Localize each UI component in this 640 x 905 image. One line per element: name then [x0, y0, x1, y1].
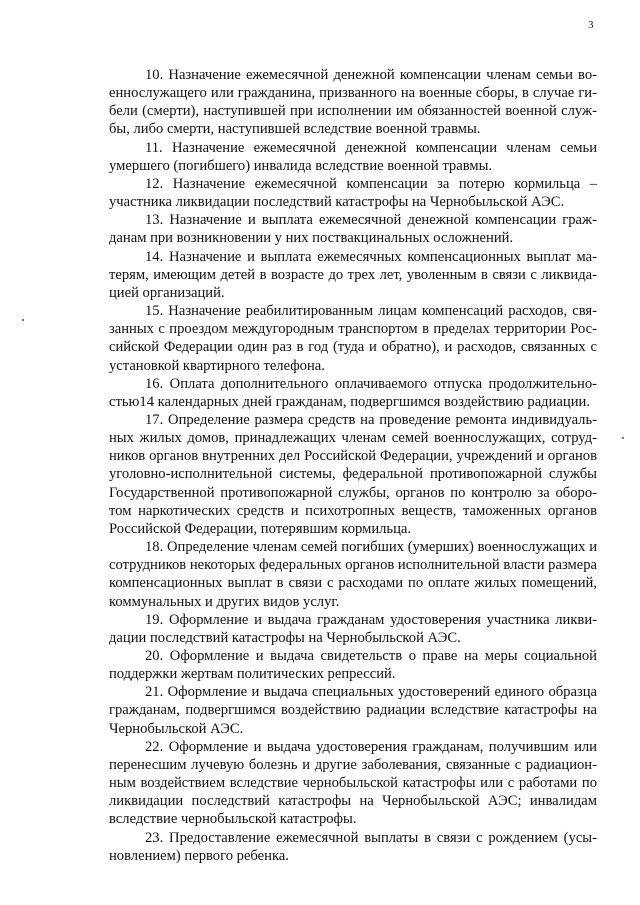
list-item-10: 10. Назначение ежемесячной денежной компенсации членам семьи военнослужащего или гражданина, призванного на военные сборы, в случае гибели (смерти), наступившей при исполнении им обязанностей военной службы, либо смерти, наступившей вследствие военной травмы.	[109, 67, 597, 138]
list-item-13: 13. Назначение и выплата ежемесячной денежной компенсации гражданам при возникновении у них поствакцинальных осложнений.	[109, 212, 597, 247]
page-number: 3	[588, 19, 594, 31]
document-body	[109, 66, 597, 865]
list-item-16: 16. Оплата дополнительного оплачиваемого отпуска продолжительностью14 календарных дней гражданам, подвергшимся воздействию радиации.	[109, 375, 597, 410]
list-item-21: 21. Оформление и выдача специальных удостоверений единого образца гражданам, подвергшимся воздействию радиации вследствие катастрофы на Чернобыльской АЭС.	[109, 684, 597, 737]
list-item-14: 14. Назначение и выплата ежемесячных компенсационных выплат матерям, имеющим детей в возрасте до трех лет, уволенным в связи с ликвидацией организаций.	[109, 248, 597, 301]
list-item-15: 15. Назначение реабилитированным лицам компенсаций расходов, связанных с проездом междугородным транспортом в пределах территории Российской Федерации один раз в год (туда и обратно), и расходов, связанных с установкой квартирного телефона.	[109, 303, 597, 374]
list-item-20: 20. Оформление и выдача свидетельств о праве на меры социальной поддержки жертвам политических репрессий.	[109, 648, 597, 683]
scan-speck	[22, 319, 24, 321]
scan-speck	[622, 437, 624, 439]
list-item-18: 18. Определение членам семей погибших (умерших) военнослужащих и сотрудников некоторых федеральных органов исполнительной власти размера компенсационных выплат в связи с расходами по оплате жилых помещений, коммунальных и других видов услуг.	[109, 539, 597, 610]
list-item-11: 11. Назначение ежемесячной денежной компенсации членам семьи умершего (погибшего) инвалида вследствие военной травмы.	[109, 139, 597, 174]
list-item-23: 23. Предоставление ежемесячной выплаты в связи с рождением (усыновлением) первого ребенка.	[109, 829, 597, 864]
list-item-22: 22. Оформление и выдача удостоверения гражданам, получившим или перенесшим лучевую болезнь и другие заболевания, связанные с радиационным воздействием вследствие чернобыльской катастрофы или с работами по ликвидации последствий катастрофы на Чернобыльской АЭС; инвалидам вследствие чернобыльской катастрофы.	[109, 738, 597, 828]
list-item-19: 19. Оформление и выдача гражданам удостоверения участника ликвидации последствий катастрофы на Чернобыльской АЭС.	[109, 611, 597, 646]
list-item-17: 17. Определение размера средств на проведение ремонта индивидуальных жилых домов, принадлежащих членам семей военнослужащих, сотрудников органов внутренних дел Российской Федерации, учреждений и органов уголовно-исполнительной системы, федеральной противопожарной службы Государственной противопожарной службы, органов по контролю за оборотом наркотических средств и психотропных веществ, таможенных органов Российской Федерации, потерявшим кормильца.	[109, 411, 597, 537]
list-item-12: 12. Назначение ежемесячной компенсации за потерю кормильца – участника ликвидации последствий катастрофы на Чернобыльской АЭС.	[109, 175, 597, 211]
